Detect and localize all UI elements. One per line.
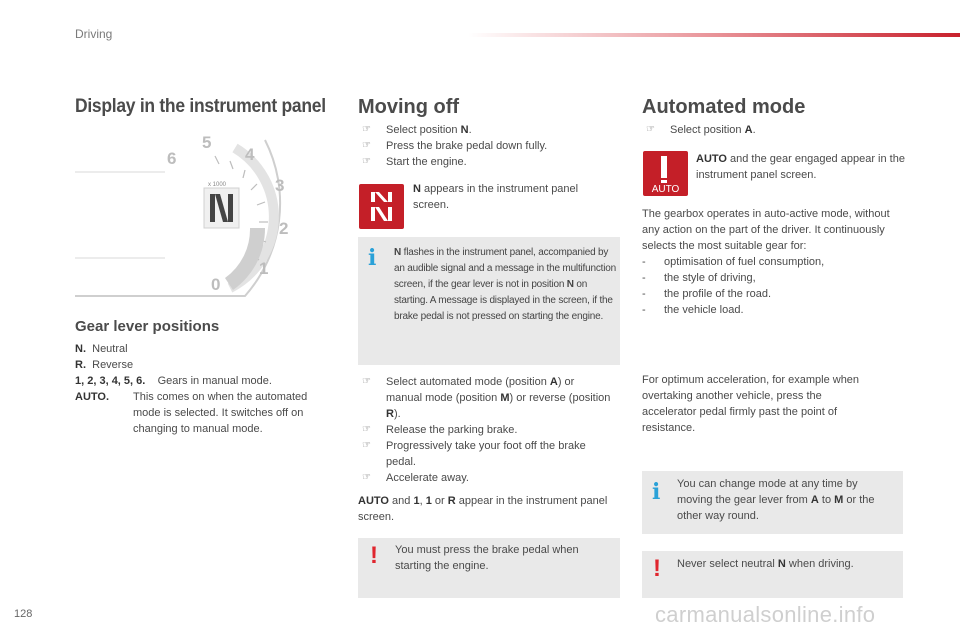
info-box-text: N flashes in the instrument panel, accompanied by an audible signal and a message in the multifunction screen, if the gear lever is not in position N on starting. A message is displayed in the screen, if the brake pedal is not pressed on starting the engine. — [394, 247, 616, 322]
n-display-badge — [359, 184, 404, 229]
n-badge-note: N appears in the instrument panel screen. — [413, 183, 579, 211]
gear-item-neutral: N. Neutral — [75, 343, 128, 355]
page-number: 128 — [14, 608, 33, 620]
dial-tick-0: 0 — [211, 275, 221, 294]
gear-positions-title: Gear lever positions — [75, 318, 220, 335]
auto-display-note: AUTO and 1, 1 or R appear in the instrument panel screen. — [358, 495, 608, 523]
gear-item-auto: AUTO. This comes on when the automated mode is selected. It switches off on changing to manual mode. — [75, 391, 308, 435]
watermark: carmanualsonline.info — [655, 602, 876, 627]
dial-tick-5: 5 — [202, 133, 212, 152]
auto-badge-note: AUTO and the gear engaged appear in the instrument panel screen. — [696, 153, 905, 181]
auto-display-badge: AUTO — [643, 151, 688, 196]
dial-tick-6: 6 — [167, 149, 177, 168]
dial-scale-label: x 1000 — [208, 182, 227, 188]
info-box-n-flash — [358, 237, 620, 365]
warning-icon: ! — [370, 542, 378, 569]
gear-item-reverse: R. Reverse — [75, 359, 134, 371]
warning-box-text: You must press the brake pedal when starting the engine. — [395, 544, 579, 572]
info-icon: i — [652, 479, 661, 505]
warning-icon: ! — [653, 555, 661, 582]
info-box-change-mode — [642, 471, 903, 534]
automated-mode-step: ☞ Select position A. — [646, 124, 756, 136]
display-section-title: Display in the instrument panel — [75, 96, 326, 117]
gear-item-manual: 1, 2, 3, 4, 5, 6. Gears in manual mode. — [75, 375, 272, 387]
info-box-text: You can change mode at any time by moving the gear lever from A to M or the other way round. — [677, 478, 875, 522]
header-accent-line — [468, 33, 960, 37]
moving-off-steps: ☞ Select position N. ☞ Press the brake pedal down fully. ☞ Start the engine. — [362, 124, 548, 168]
section-label: Driving — [75, 27, 113, 41]
automated-mode-title: Automated mode — [642, 96, 806, 118]
gear-list — [75, 341, 330, 437]
moving-off-title: Moving off — [358, 96, 460, 118]
dial-tick-1: 1 — [259, 259, 269, 278]
dial-tick-3: 3 — [275, 176, 285, 195]
dial-tick-4: 4 — [245, 145, 255, 164]
acceleration-note: For optimum acceleration, for example when overtaking another vehicle, press the accelerator pedal firmly past the point of resistance. — [642, 374, 860, 434]
instrument-dial — [75, 128, 320, 300]
moving-off-steps-2: ☞ Select automated mode (position A) or manual mode (position M) or reverse (position R). ☞ Release the parking brake. ☞ Progressively take your foot off the brake pedal. ☞ Accelerate away. — [362, 376, 611, 484]
warning-box-text: Never select neutral N when driving. — [677, 558, 854, 570]
info-icon: i — [368, 245, 377, 271]
warning-box-brake — [358, 538, 620, 598]
gearbox-description: The gearbox operates in auto-active mode, without any action on the part of the driver. It continuously selects the most suitable gear for: - optimisation of fuel consumption, - the style of driving, - the profile of the road. - the vehicle load. — [642, 208, 890, 316]
warning-box-neutral — [642, 551, 903, 598]
dial-tick-2: 2 — [279, 219, 289, 238]
